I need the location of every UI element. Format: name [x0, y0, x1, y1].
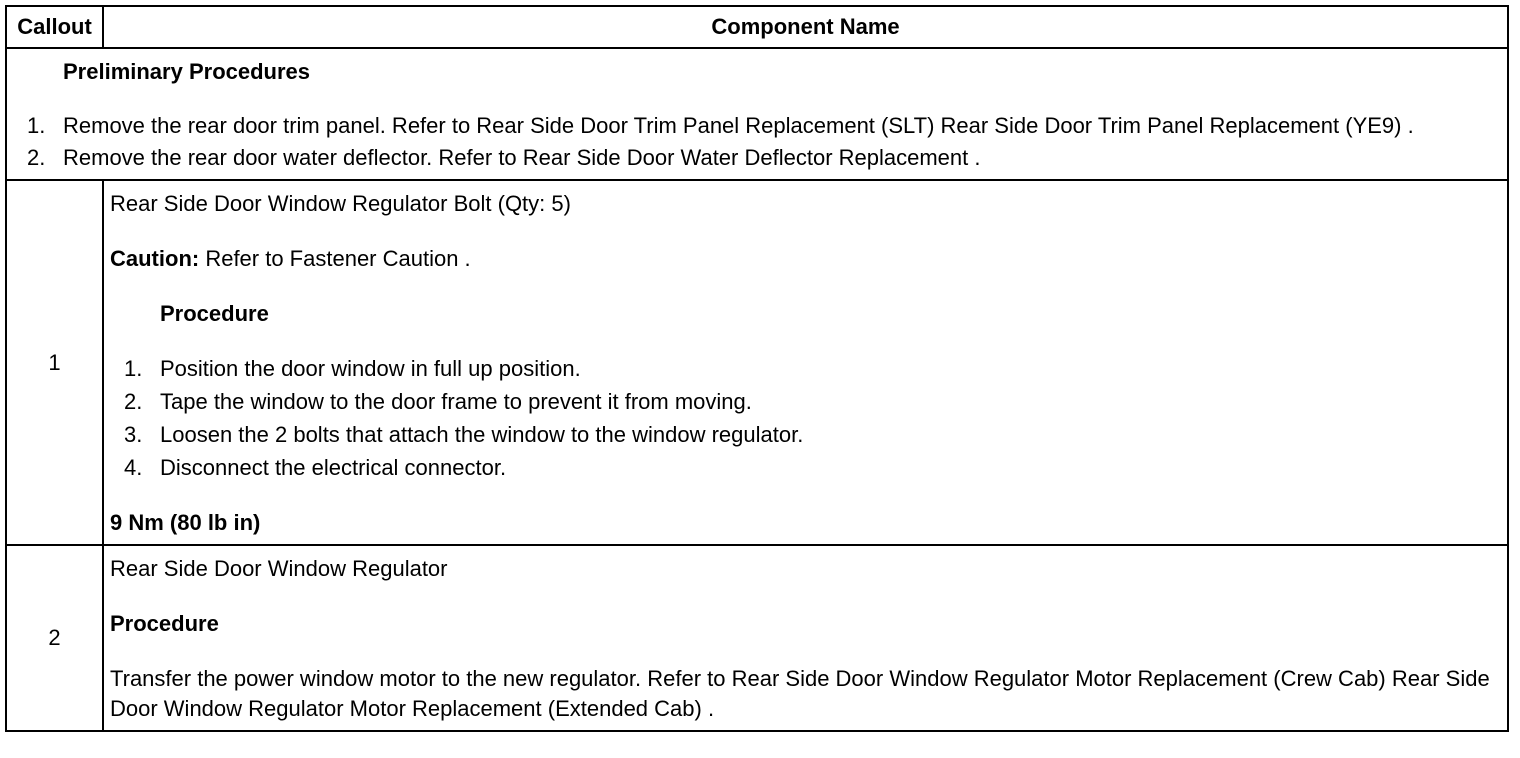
component-cell: [103, 545, 1508, 731]
component-name-column-header: Component Name: [103, 6, 1508, 48]
caution-label: Caution:: [110, 246, 200, 271]
procedure-step: [110, 354, 1501, 384]
step-number: 2.: [124, 389, 143, 414]
callout-table: [5, 5, 1509, 732]
callout-number-cell: 2: [6, 545, 103, 731]
preliminary-heading: Preliminary Procedures: [63, 59, 311, 84]
step-text: Remove the rear door trim panel. Refer to Rear Side Door Trim Panel Replacement (SLT) Rear Side Door Trim Panel Replacement (YE9) .: [63, 113, 1414, 138]
procedure-heading: Procedure: [160, 301, 269, 326]
table-header-row: [6, 6, 1508, 48]
step-text: Position the door window in full up position.: [160, 356, 581, 381]
step-text: Disconnect the electrical connector.: [160, 455, 507, 480]
procedure-text: Transfer the power window motor to the new regulator. Refer to Rear Side Door Window Regulator Motor Replacement (Crew Cab) Rear Side Door Window Regulator Motor Replacement (Extended Cab) .: [110, 666, 1490, 721]
preliminary-cell: [6, 48, 1508, 180]
step-text: Loosen the 2 bolts that attach the window to the window regulator.: [160, 422, 804, 447]
procedure-table-page: [5, 5, 1507, 732]
step-number: 3.: [124, 422, 143, 447]
torque-spec: 9 Nm (80 lb in): [110, 510, 261, 535]
component-cell: [103, 180, 1508, 545]
step-number: 2.: [27, 145, 46, 170]
caution-note: [110, 244, 1501, 274]
table-row: [6, 545, 1508, 731]
step-number: 4.: [124, 455, 143, 480]
preliminary-step: [17, 111, 1497, 141]
preliminary-row: [6, 48, 1508, 180]
step-number: 1.: [124, 356, 143, 381]
preliminary-step: [17, 143, 1497, 173]
step-text: Remove the rear door water deflector. Refer to Rear Side Door Water Deflector Replacement .: [63, 145, 981, 170]
callout-number-cell: 1: [6, 180, 103, 545]
procedure-steps: [110, 354, 1501, 483]
step-text: Tape the window to the door frame to prevent it from moving.: [160, 389, 752, 414]
callout-column-header: Callout: [6, 6, 103, 48]
procedure-step: [110, 453, 1501, 483]
caution-text: Refer to Fastener Caution .: [199, 246, 471, 271]
procedure-step: [110, 387, 1501, 417]
component-title: Rear Side Door Window Regulator Bolt (Qty: 5): [110, 191, 571, 216]
procedure-heading: Procedure: [110, 611, 219, 636]
step-number: 1.: [27, 113, 46, 138]
table-row: [6, 180, 1508, 545]
component-title: Rear Side Door Window Regulator: [110, 556, 448, 581]
preliminary-steps: [17, 111, 1497, 173]
procedure-step: [110, 420, 1501, 450]
